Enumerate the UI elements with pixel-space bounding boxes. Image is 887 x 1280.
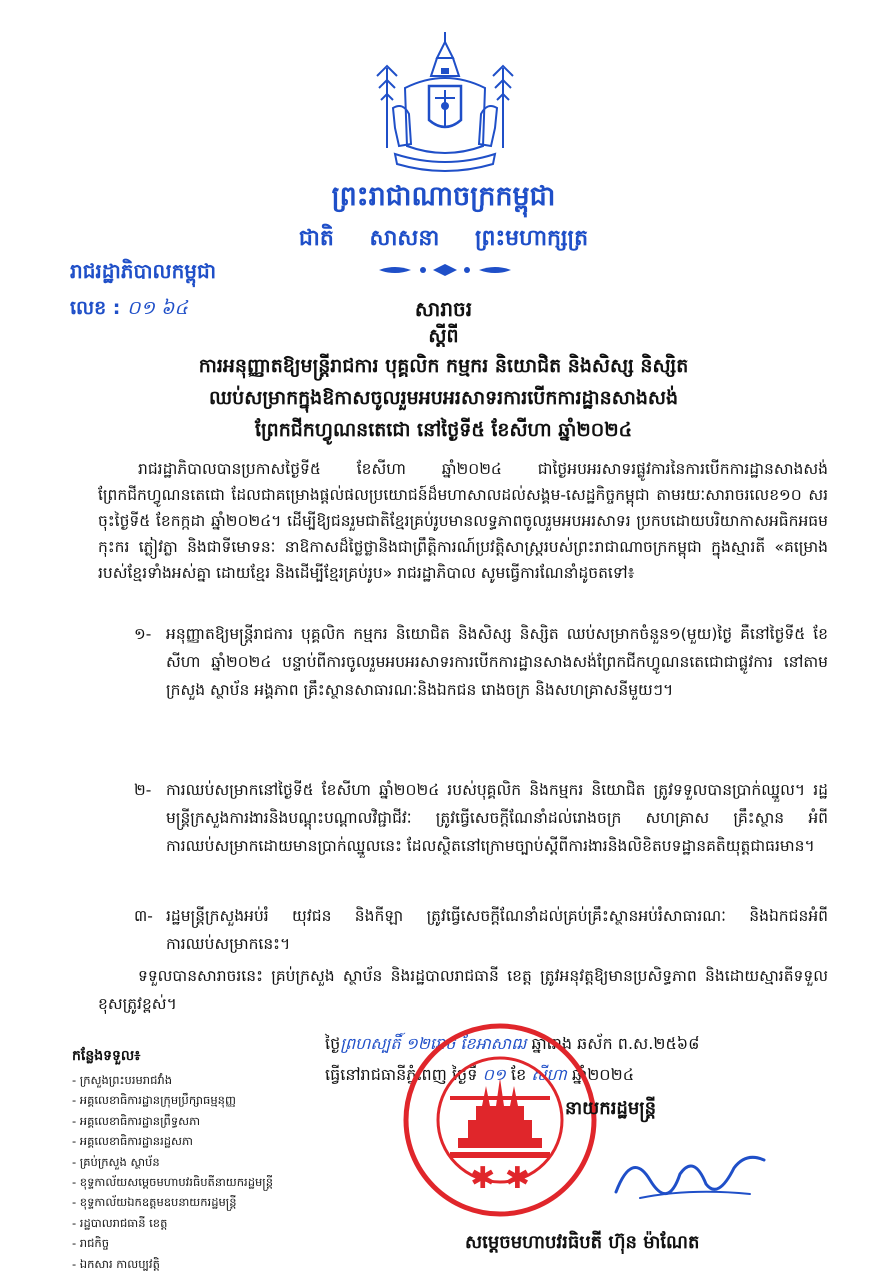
recipients-list xyxy=(72,1070,273,1274)
list-item: - គ្រប់ក្រសួង ស្ថាប័ន xyxy=(72,1154,160,1169)
list-item: - ឯកសារ កាលប្បវត្តិ xyxy=(72,1256,160,1271)
date-prefix: ថ្ងៃ xyxy=(325,1034,341,1053)
signer-name: សម្ដេចមហាបវរធិបតី ហ៊ុន ម៉ាណែត xyxy=(465,1232,700,1253)
svg-text:✱ ✱: ✱ ✱ xyxy=(470,1161,530,1196)
kingdom-heading: ព្រះរាជាណាចក្រកម្ពុជា xyxy=(331,181,556,212)
document-title-line-1: ការអនុញ្ញាតឱ្យមន្ត្រីរាជការ បុគ្គលិក កម្មករ និយោជិត និងសិស្ស និស្សិត xyxy=(198,355,689,377)
list-item: - រាជកិច្ច xyxy=(72,1236,110,1251)
document-title-line-2: ឈប់សម្រាកក្នុងឱកាសចូលរួមអបអរសាទរការបើកការដ្ឋានសាងសង់ xyxy=(208,387,679,409)
list-item xyxy=(134,620,828,704)
document-type: សារាចរ xyxy=(414,297,473,321)
royal-coat-of-arms-icon xyxy=(365,28,525,178)
list-item-number: ២- xyxy=(134,781,152,799)
handwritten-signature-icon xyxy=(610,1140,770,1210)
year-label: ឆ្នាំ២០២៤ xyxy=(571,1065,635,1084)
list-item: - រដ្ឋបាលរាជធានី ខេត្ត xyxy=(72,1215,168,1230)
closing-paragraph: ទទួលបានសារាចរនេះ គ្រប់ក្រសួង ស្ថាប័ន និងរដ្ឋបាលរាជធានី ខេត្ត ត្រូវអនុវត្តឱ្យមានប្រសិទ្ធភាព និងដោយស្មារតីទទួលខុសត្រូវខ្ពស់។ xyxy=(98,967,828,1013)
number-label: លេខ : xyxy=(70,297,121,319)
list-item xyxy=(134,902,828,958)
list-item: - អគ្គលេខាធិការដ្ឋានរដ្ឋសភា xyxy=(72,1134,193,1149)
list-item-number: ៣- xyxy=(134,907,153,925)
list-item: - អគ្គលេខាធិការដ្ឋានព្រឹទ្ធសភា xyxy=(72,1113,201,1128)
list-item-text: ការឈប់សម្រាកនៅថ្ងៃទី៥ ខែសីហា ឆ្នាំ២០២៤ របស់បុគ្គលិក និងកម្មករ និយោជិត ត្រូវទទួលបានប្រាក់ឈ្នួល។ រដ្ឋមន្ត្រីក្រសួងការងារនិងបណ្តុះបណ្តាលវិជ្ជាជីវៈ ត្រូវធ្វើសេចក្ដីណែនាំដល់រោងចក្រ សហគ្រាស គ្រឹះស្ថាន អំពីការឈប់សម្រាកដោយមានប្រាក់ឈ្នួលនេះ ដែលស្ថិតនៅក្រោមច្បាប់ស្ដីពីការងារនិងលិខិតបទដ្ឋានគតិយុត្តជាធរមាន។ xyxy=(166,781,828,855)
government-name: រាជរដ្ឋាភិបាលកម្ពុជា xyxy=(70,259,216,283)
list-item: - ខុទ្ទកាល័យឯកឧត្តមឧបនាយករដ្ឋមន្ត្រី xyxy=(72,1195,237,1210)
list-item-text: អនុញ្ញាតឱ្យមន្ត្រីរាជការ បុគ្គលិក កម្មករ និយោជិត និងសិស្ស និស្សិត ឈប់សម្រាកចំនួន១(មួយ)ថ្ងៃ គឺនៅថ្ងៃទី៥ ខែសីហា ឆ្នាំ២០២៤ បន្ទាប់ពីការចូលរួមអបអរសាទរការបើកការដ្ឋានសាងសង់ព្រែកជីកហ្វូណនតេជោជាផ្លូវការ នៅតាមក្រសួង ស្ថាប័ន អង្គភាព គ្រឹះស្ថានសាធារណៈនិងឯកជន រោងចក្រ និងសហគ្រាសនីមួយៗ។ xyxy=(166,625,828,699)
list-item-text: រដ្ឋមន្ត្រីក្រសួងអប់រំ យុវជន និងកីឡា ត្រូវធ្វើសេចក្ដីណែនាំដល់គ្រប់គ្រឹះស្ថានអប់រំសាធារណៈ និងឯកជនអំពីការឈប់សម្រាកនេះ។ xyxy=(166,907,828,953)
list-item: - អគ្គលេខាធិការដ្ឋានក្រុមប្រឹក្សាធម្មនុញ្ញ xyxy=(72,1093,236,1108)
month-label: ខែ xyxy=(510,1065,527,1084)
handwritten-day: ០១ xyxy=(482,1065,506,1084)
handwritten-lunar-date: ព្រហស្បតិ៍ ១២រោច ខែអាសាឍ xyxy=(340,1034,527,1053)
place-and-day-label: ធ្វើនៅរាជធានីភ្នំពេញ ថ្ងៃទី xyxy=(325,1065,478,1084)
signer-title: នាយករដ្ឋមន្ត្រី xyxy=(565,1098,657,1119)
lunar-year: ឆ្នាំរោង ឆស័ក ព.ស.២៥៦៨ xyxy=(531,1034,700,1053)
document-about: ស្ដីពី xyxy=(428,325,459,347)
document-title-line-3: ព្រែកជីកហ្វូណនតេជោ នៅថ្ងៃទី៥ ខែសីហា ឆ្នាំ២០២៤ xyxy=(254,419,633,441)
handwritten-month: សីហា xyxy=(531,1065,567,1084)
recipients-heading: កន្លែងទទួល៖ xyxy=(72,1048,141,1064)
list-item: - ខុទ្ទកាល័យសម្ដេចមហាបវរធិបតីនាយករដ្ឋមន្ត្រី xyxy=(72,1175,274,1190)
list-item xyxy=(134,776,828,860)
number-value: ០១ ៦៤ xyxy=(127,297,188,319)
national-motto: ជាតិ សាសនា ព្រះមហាក្សត្រ xyxy=(298,226,589,251)
list-item: - ក្រសួងព្រះបរមរាជវាំង xyxy=(72,1073,173,1087)
intro-paragraph: រាជរដ្ឋាភិបាលបានប្រកាសថ្ងៃទី៥ ខែសីហា ឆ្នាំ២០២៤ ជាថ្ងៃអបអរសាទរផ្លូវការនៃការបើកការដ្ឋានសាងសង់ព្រែកជីកហ្វូណនតេជោ ដែលជាគម្រោងផ្ដល់ផលប្រយោជន៍ដ៏មហាសាលដល់សង្គម-សេដ្ឋកិច្ចកម្ពុជា តាមរយៈសារាចរលេខ១០ សរ ចុះថ្ងៃទី៥ ខែកក្កដា ឆ្នាំ២០២៤។ ដើម្បីឱ្យជនរួមជាតិខ្មែរគ្រប់រូបមានលទ្ធភាពចូលរួមអបអរសាទរ ប្រកបដោយបរិយាកាសអធិកអធម កុះករ ភ្លៀវភ្លា និងជាទីមោទនៈ នាឱកាសដ៏ថ្លៃថ្លានិងជាព្រឹត្តិការណ៍ប្រវត្តិសាស្ត្ររបស់ព្រះរាជាណាចក្រកម្ពុជា ក្នុងស្មារតី «គម្រោងរបស់ខ្មែរទាំងអស់គ្នា ដោយខ្មែរ និងដើម្បីខ្មែរគ្រប់រូប» រាជរដ្ឋាភិបាល សូមធ្វើការណែនាំដូចតទៅ៖ xyxy=(98,460,828,582)
list-item-number: ១- xyxy=(134,625,152,643)
ornament-divider-icon xyxy=(375,262,515,278)
